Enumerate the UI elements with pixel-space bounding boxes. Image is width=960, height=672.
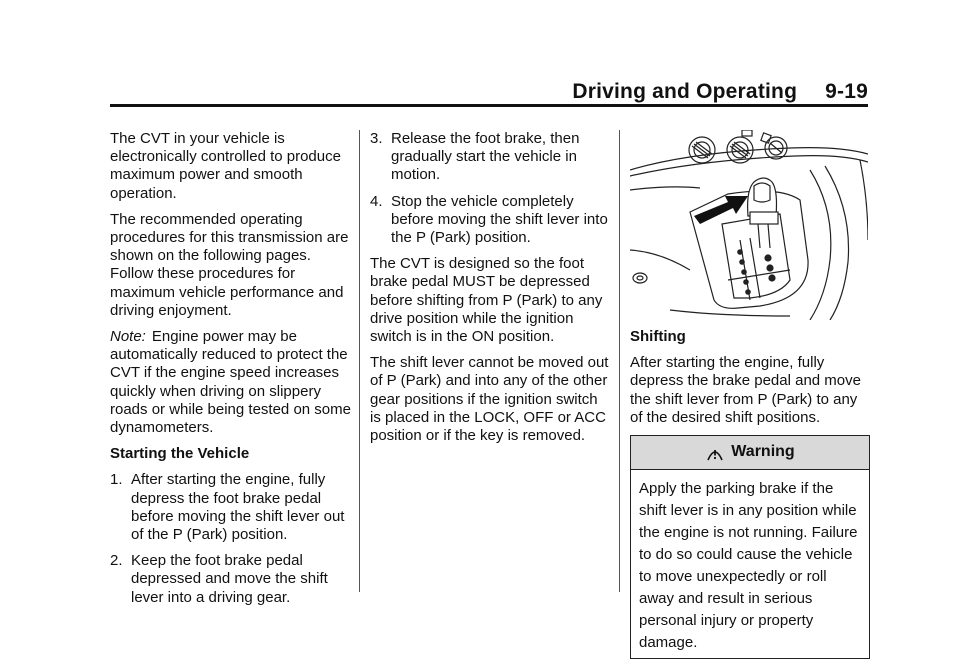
warning-box [630,435,870,659]
paragraph: The CVT in your vehicle is electronically controlled to produce maximum power and smooth operation. [110,130,341,202]
step-list [370,130,612,247]
step-text: Keep the foot brake pedal depressed and move the shift lever into a driving gear. [131,552,328,606]
section-title: Driving and Operating [572,80,798,103]
column-2 [370,130,612,453]
paragraph: The CVT is designed so the foot brake pedal MUST be depressed before shifting from P (Park) to any drive position while the ignition switch is in the ON position. [370,255,603,346]
step-number: 4. [370,192,383,210]
step-number: 3. [370,130,383,147]
note-text: Engine power may be automatically reduced to protect the CVT if the engine speed increases quickly when driving on slippery roads or while being tested on some dynamometers. [110,328,351,437]
column-divider [619,130,620,592]
page-number: 9-19 [825,80,868,103]
step-text: Stop the vehicle completely before moving the shift lever into the P (Park) position. [391,192,608,247]
step-number: 1. [110,471,123,489]
warning-header [631,436,869,470]
list-item [370,193,612,248]
page-header [572,80,868,104]
list-item [110,471,352,544]
step-text: Release the foot brake, then gradually start the vehicle in motion. [391,130,580,184]
column-3 [630,130,872,659]
column-divider [359,130,360,592]
column-1 [110,130,352,615]
section-heading: Starting the Vehicle [110,445,250,463]
list-item [110,552,352,607]
step-number: 2. [110,552,123,570]
note [110,328,352,437]
step-text: After starting the engine, fully depress the foot brake pedal before moving the shift lever out of the P (Park) position. [131,471,345,544]
warning-icon [705,443,725,463]
list-item [370,130,612,185]
step-list [110,471,352,606]
shift-lever-illustration [630,130,868,320]
warning-title: Warning [731,443,795,461]
paragraph: The recommended operating procedures for this transmission are shown on the following pages. Follow these procedures for maximum vehicle performance and driving enjoyment. [110,210,349,319]
section-heading: Shifting [630,328,686,345]
paragraph: After starting the engine, fully depress the brake pedal and move the shift lever from P (Park) to any of the desired shift positions. [630,354,861,426]
note-label: Note: [110,328,146,346]
header-rule [110,104,868,107]
paragraph: The shift lever cannot be moved out of P (Park) and into any of the other gear positions if the ignition switch is placed in the LOCK, OFF or ACC position or if the key is removed. [370,354,609,445]
warning-text: Apply the parking brake if the shift lever is in any position while the engine is not running. Failure to do so could cause the vehicle to move unexpectedly or roll away and result in serious personal injury or property damage. [639,480,858,652]
